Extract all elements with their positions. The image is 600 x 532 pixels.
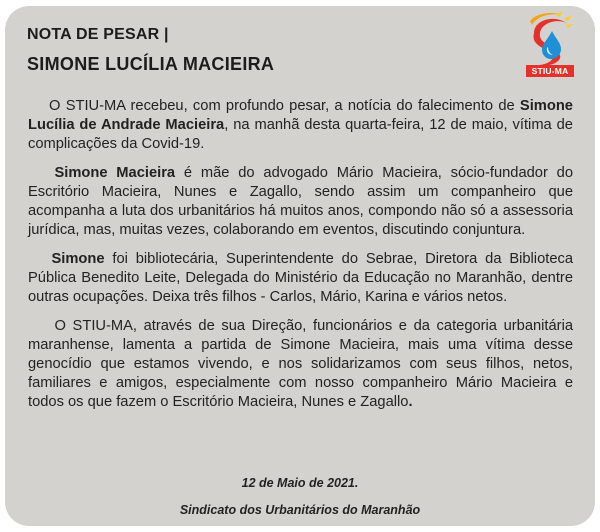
- paragraph-3-name: Simone: [51, 251, 105, 267]
- note-title: SIMONE LUCÍLIA MACIEIRA: [27, 54, 275, 74]
- paragraph-3-text: foi bibliotecária, Superintendente do Sebrae, Diretora da Biblioteca Pública Benedito Leite, Delegada do Ministério da Educação no Maranhão, dentre outras ocupações. Deixa três filhos - Carlos, Mário, Karina e vários netos.: [28, 251, 574, 305]
- logo-yellow-ray-2: [564, 15, 572, 21]
- logo-yellow-ray-3: [566, 24, 573, 28]
- paragraph-4-text: O STIU-MA, através de sua Direção, funcionários e da categoria urbanitária maranhense, lamenta a partida de Simone Macieira, mais uma vítima desse genocídio que estamos vivendo, e nos solidarizamos com seus filhos, netos, familiares e amigos, especialmente com nosso companheiro Mário Macieira e todos os que fazem o Escritório Macieira, Nunes e Zagallo: [28, 318, 573, 410]
- note-date: 12 de Maio de 2021.: [241, 476, 359, 490]
- paragraph-4: [28, 317, 573, 412]
- stiu-ma-logo: [526, 11, 574, 77]
- paragraph-2: [28, 164, 573, 240]
- paragraph-2-name: Simone Macieira: [54, 165, 176, 181]
- paragraph-1: [28, 97, 573, 154]
- note-label: NOTA DE PESAR |: [27, 26, 169, 43]
- paragraph-1-text-b: , na manhã desta quarta-feira, 12 de maio, vítima de complicações da Covid-19.: [28, 117, 573, 152]
- paragraph-2-text: é mãe do advogado Mário Macieira, sócio-fundador do Escritório Macieira, Nunes e Zagallo, sendo assim um companheiro que acompanha a luta dos urbanitários há muitos anos, compondo não só a assessoria jurídica, mas, muitas vezes, colaborando em eventos, discutindo conjuntura.: [28, 165, 573, 238]
- logo-caption: STIU-MA: [526, 65, 574, 77]
- paragraph-1-text-a: O STIU-MA recebeu, com profundo pesar, a notícia do falecimento de: [49, 98, 520, 114]
- note-header: [27, 26, 274, 75]
- stiu-ma-logo-icon: [526, 11, 574, 67]
- note-card: [5, 6, 595, 526]
- paragraph-3: [28, 250, 573, 307]
- paragraph-1-name: Simone Lucília de Andrade Macieira: [28, 98, 573, 133]
- note-signature: Sindicato dos Urbanitários do Maranhão: [179, 503, 421, 517]
- paragraph-4-period: .: [408, 394, 413, 410]
- note-body: [28, 97, 573, 422]
